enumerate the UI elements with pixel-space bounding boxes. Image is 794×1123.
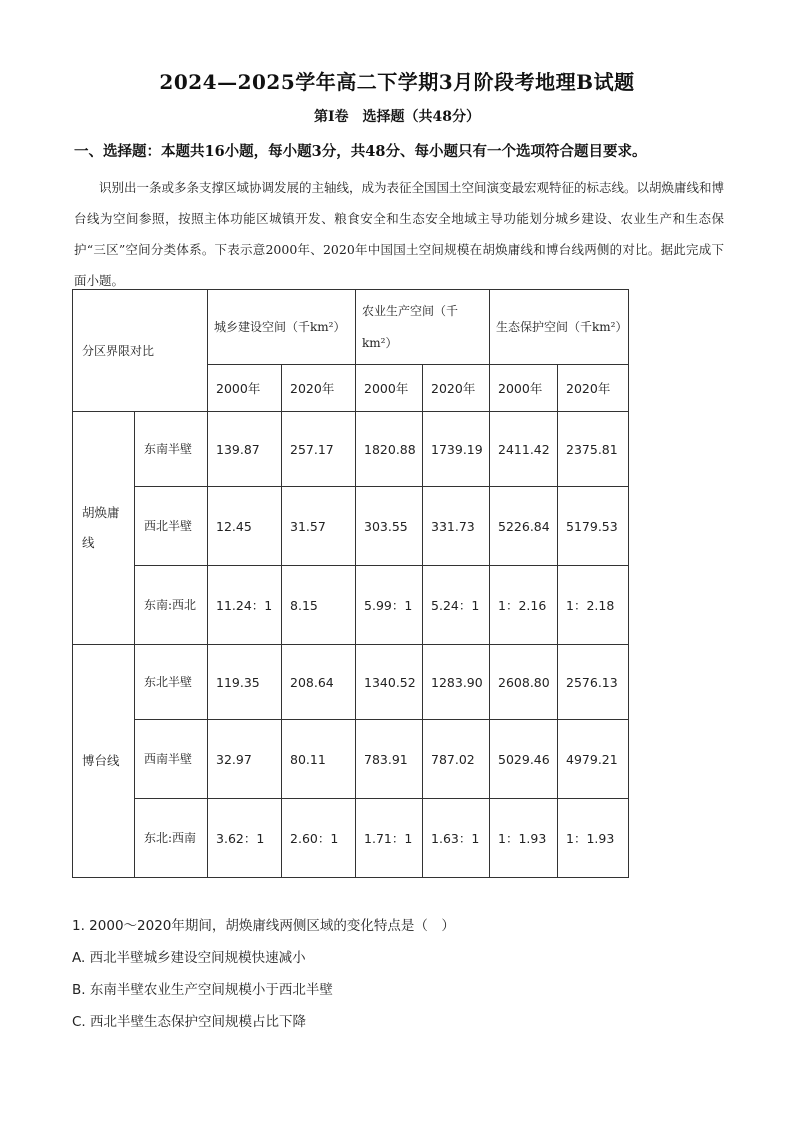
reading-passage: 识别出一条或多条支撑区域协调发展的主轴线，成为表征全国国土空间演变最宏观特征的标志线。以胡焕庸线和博台线为空间参照，按照主体功能区城镇开发、粮食安全和生态安全地域主导功能划分城乡建设、农业生产和生态保护“三区”空间分类体系。下表示意2000年、2020年中国国土空间规模在胡焕庸线和博台线两侧的对比。据此完成下面小题。: [74, 180, 725, 288]
year-header: 2020年: [282, 365, 356, 412]
table-cell: 5029.46: [490, 720, 558, 799]
table-cell: 12.45: [208, 487, 282, 566]
table-cell: 1：1.93: [558, 799, 629, 878]
question-stem: 1. 2000～2020年期间，胡焕庸线两侧区域的变化特点是（ ）: [72, 918, 455, 934]
option-a: A. 西北半壁城乡建设空间规模快速减小: [72, 950, 306, 966]
exam-title: 2024—2025学年高二下学期3月阶段考地理B试题: [159, 70, 635, 94]
table-header-row: [73, 290, 629, 365]
year-header: 2020年: [423, 365, 490, 412]
corner-header: 分区界限对比: [73, 290, 208, 412]
table-cell: 208.64: [282, 645, 356, 720]
year-header: 2000年: [356, 365, 423, 412]
table-cell: 1283.90: [423, 645, 490, 720]
row-label: 东南:西北: [135, 566, 208, 645]
table-cell: 32.97: [208, 720, 282, 799]
table-cell: 11.24：1: [208, 566, 282, 645]
group-label: 胡焕庸线: [73, 412, 135, 645]
table-cell: 119.35: [208, 645, 282, 720]
table-cell: 4979.21: [558, 720, 629, 799]
table-cell: 1：2.18: [558, 566, 629, 645]
table-cell: 2.60：1: [282, 799, 356, 878]
column-group-header: 城乡建设空间（千km²）: [208, 290, 356, 365]
table-cell: 5226.84: [490, 487, 558, 566]
table-cell: 303.55: [356, 487, 423, 566]
table-cell: 1820.88: [356, 412, 423, 487]
table-cell: 787.02: [423, 720, 490, 799]
column-group-header: 生态保护空间（千km²）: [490, 290, 629, 365]
row-label: 东北:西南: [135, 799, 208, 878]
table-cell: 2576.13: [558, 645, 629, 720]
table-cell: 31.57: [282, 487, 356, 566]
table-cell: 2608.80: [490, 645, 558, 720]
year-header: 2000年: [490, 365, 558, 412]
table-cell: 1：2.16: [490, 566, 558, 645]
table-cell: 139.87: [208, 412, 282, 487]
table-cell: 1.63：1: [423, 799, 490, 878]
row-label: 西北半壁: [135, 487, 208, 566]
part-title: 第Ⅰ卷 选择题（共48分）: [313, 109, 481, 125]
land-space-table: [72, 289, 629, 878]
table-row: [73, 645, 629, 720]
table-cell: 1：1.93: [490, 799, 558, 878]
table-row: [73, 412, 629, 487]
table-row: [73, 487, 629, 566]
row-label: 西南半壁: [135, 720, 208, 799]
row-label: 东南半壁: [135, 412, 208, 487]
table-cell: 1.71：1: [356, 799, 423, 878]
table-row: [73, 799, 629, 878]
table-cell: 1739.19: [423, 412, 490, 487]
table-cell: 783.91: [356, 720, 423, 799]
table-cell: 2375.81: [558, 412, 629, 487]
row-label: 东北半壁: [135, 645, 208, 720]
table-cell: 5179.53: [558, 487, 629, 566]
year-header: 2000年: [208, 365, 282, 412]
group-label: 博台线: [73, 645, 135, 878]
option-c: C. 西北半壁生态保护空间规模占比下降: [72, 1014, 307, 1030]
table-cell: 80.11: [282, 720, 356, 799]
table-cell: 331.73: [423, 487, 490, 566]
table-cell: 2411.42: [490, 412, 558, 487]
table-cell: 8.15: [282, 566, 356, 645]
column-group-header: 农业生产空间（千km²）: [356, 290, 490, 365]
year-header: 2020年: [558, 365, 629, 412]
table-row: [73, 566, 629, 645]
table-cell: 3.62：1: [208, 799, 282, 878]
table-cell: 257.17: [282, 412, 356, 487]
table-cell: 5.24：1: [423, 566, 490, 645]
table-cell: 5.99：1: [356, 566, 423, 645]
section-heading: 一、选择题：本题共16小题，每小题3分，共48分、每小题只有一个选项符合题目要求。: [74, 143, 647, 160]
table-cell: 1340.52: [356, 645, 423, 720]
table-row: [73, 720, 629, 799]
option-b: B. 东南半壁农业生产空间规模小于西北半壁: [72, 982, 333, 998]
